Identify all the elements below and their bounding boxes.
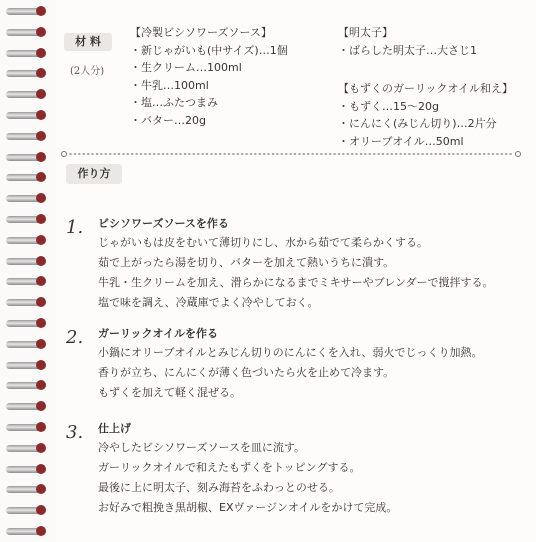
binding-hole	[36, 526, 46, 536]
instruction-line: 茹で上がったら湯を切り、バターを加えて熱いうちに潰す。	[98, 256, 395, 269]
step-instructions	[98, 233, 494, 313]
binding-hole	[36, 152, 46, 162]
binding-hole	[36, 235, 46, 245]
ingredient-line: ・ばらした明太子…大さじ1	[338, 43, 477, 57]
instruction-line: 小鍋にオリーブオイルとみじん切りのにんにくを入れ、弱火でじっくり加熱。	[98, 346, 483, 359]
method-label: 作り方	[66, 164, 122, 184]
binding-hole	[36, 131, 46, 141]
step-title: ビシソワーズソースを作る	[98, 217, 229, 230]
ingredient-line: ・塩…ふたつまみ	[130, 96, 218, 109]
instruction-line: じゃがいもは皮をむいて薄切りにし、水から茹でて柔らかくする。	[98, 236, 428, 249]
ingredient-line: ・にんにく(みじん切り)…2片分	[338, 117, 497, 130]
binding-hole	[36, 339, 46, 349]
step-title: ガーリックオイルを作る	[98, 327, 219, 340]
binding-hole	[36, 401, 46, 411]
step-title: 仕上げ	[98, 422, 131, 435]
instruction-line: ガーリックオイルで和えたもずくをトッピングする。	[98, 461, 361, 474]
binding-hole	[36, 464, 46, 474]
binding-hole	[36, 256, 46, 266]
binding-hole	[36, 193, 46, 203]
binding-hole	[36, 380, 46, 390]
binding-hole	[36, 422, 46, 432]
binding-hole	[36, 68, 46, 78]
ingredients-column-2b	[338, 80, 513, 150]
binding-hole	[36, 505, 46, 515]
binding-hole	[36, 27, 46, 37]
ingredient-line: 【もずくのガーリックオイル和え】	[338, 82, 514, 95]
ingredient-line: 【明太子】	[338, 26, 393, 39]
instruction-line: 香りが立ち、にんにくが薄く色づいたら火を止めて冷ます。	[98, 366, 395, 379]
ingredient-line: ・牛乳…100ml	[130, 78, 209, 92]
materials-label: 材 料	[64, 33, 112, 51]
binding-hole	[36, 110, 46, 120]
instruction-line: お好みで粗挽き黒胡椒、EXヴァージンオイルをかけて完成。	[98, 501, 398, 514]
ingredients-column-1	[130, 24, 288, 129]
step-number: 2.	[66, 327, 84, 348]
step-number: 3.	[66, 422, 84, 443]
binding-hole	[36, 443, 46, 453]
ingredient-line: ・新じゃがいも(中サイズ)…1個	[130, 43, 288, 57]
binding-hole	[36, 89, 46, 99]
instruction-line: 塩で味を調え、冷蔵庫でよく冷やしておく。	[98, 296, 319, 309]
ingredient-line: ・オリーブオイル…50ml	[338, 134, 464, 148]
dotted-divider	[60, 150, 522, 158]
binding-hole	[36, 318, 46, 328]
ingredients-column-2a	[338, 24, 477, 59]
instruction-line: 牛乳・生クリームを加え、滑らかになるまでミキサーやブレンダーで撹拌する。	[98, 276, 494, 289]
instruction-line: 最後に上に明太子、刻み海苔をふわっとのせる。	[98, 481, 340, 494]
step-instructions	[98, 343, 482, 403]
ingredient-line: ・もずく…15～20g	[338, 99, 439, 113]
ingredient-line: ・生クリーム…100ml	[130, 61, 242, 74]
step-number: 1.	[66, 217, 84, 238]
ingredient-line: 【冷製ビシソワーズソース】	[130, 26, 272, 39]
binding-hole	[36, 276, 46, 286]
binding-hole	[36, 484, 46, 494]
binding-hole	[36, 172, 46, 182]
binding-hole	[36, 48, 46, 58]
binding-hole	[36, 360, 46, 370]
step-instructions	[98, 438, 397, 518]
instruction-line: 冷やしたビシソワーズソースを皿に流す。	[98, 441, 306, 454]
binding-hole	[36, 297, 46, 307]
servings-text: (2人分)	[70, 66, 105, 77]
binding-hole	[36, 6, 46, 16]
binding-hole	[36, 214, 46, 224]
ingredient-line: ・バター…20g	[130, 113, 206, 127]
instruction-line: もずくを加えて軽く混ぜる。	[98, 386, 241, 399]
notebook-spiral-binding	[0, 0, 56, 542]
